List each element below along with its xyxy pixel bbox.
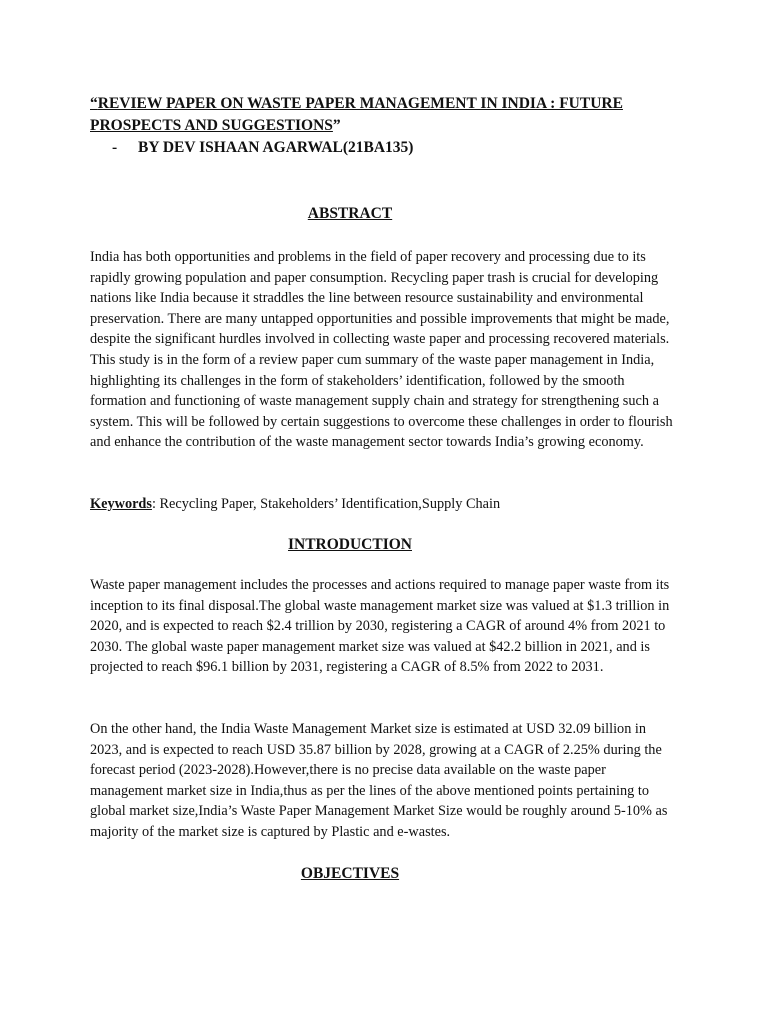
intro-paragraph-2: On the other hand, the India Waste Management Market size is estimated at USD 32.09 billion in 2023, and is expected to reach USD 35.87 billion by 2028, growing at a CAGR of 2.25% during the forecast period (2023-2028).However,there is no precise data available on the waste paper management market size in India,thus as per the lines of the above mentioned points pertaining to global market size,India’s Waste Paper Management Market Size would be roughly around 5-10% as majority of the market size is captured by Plastic and e-wastes.	[90, 721, 668, 840]
author-byline	[90, 137, 680, 159]
keywords-label: Keywords	[90, 496, 152, 512]
intro-paragraph-1: Waste paper management includes the processes and actions required to manage paper waste from its inception to its final disposal.The global waste management market size was valued at $1.3 trillion in 2020, and is expected to reach $2.4 trillion by 2030, registering a CAGR of around 4% from 2021 to 2030. The global waste paper management market size was valued at $42.2 billion in 2021, and is projected to reach $96.1 billion by 2031, registering a CAGR of 8.5% from 2022 to 2031.	[90, 577, 670, 676]
keywords-text: : Recycling Paper, Stakeholders’ Identification,Supply Chain	[151, 496, 501, 512]
abstract-heading: ABSTRACT	[307, 205, 393, 222]
byline-dash: -	[112, 139, 118, 156]
title-close-quote: ”	[332, 117, 341, 134]
document-page	[90, 93, 680, 882]
byline-text: BY DEV ISHAAN AGARWAL(21BA135)	[138, 139, 414, 156]
title-text: REVIEW PAPER ON WASTE PAPER MANAGEMENT IN INDIA : FUTURE PROSPECTS AND SUGGESTIONS	[90, 95, 623, 134]
keywords-line	[90, 494, 680, 515]
title-open-quote: “	[90, 95, 98, 112]
introduction-heading: INTRODUCTION	[287, 536, 412, 553]
objectives-heading: OBJECTIVES	[300, 865, 400, 882]
paper-title	[90, 93, 680, 137]
abstract-paragraph: India has both opportunities and problems in the field of paper recovery and processing due to its rapidly growing population and paper consumption. Recycling paper trash is crucial for developing nations like India because it straddles the line between resource sustainability and environmental preservation. There are many untapped opportunities and possible improvements that might be made, despite the significant hurdles involved in collecting waste paper and processing recovered materials. This study is in the form of a review paper cum summary of the waste paper management in India, highlighting its challenges in the form of stakeholders’ identification, followed by the smooth formation and functioning of waste management supply chain and strategy for strengthening such a system. This will be followed by certain suggestions to overcome these challenges in order to flourish and enhance the contribution of the waste management sector towards India’s growing economy.	[90, 249, 673, 451]
